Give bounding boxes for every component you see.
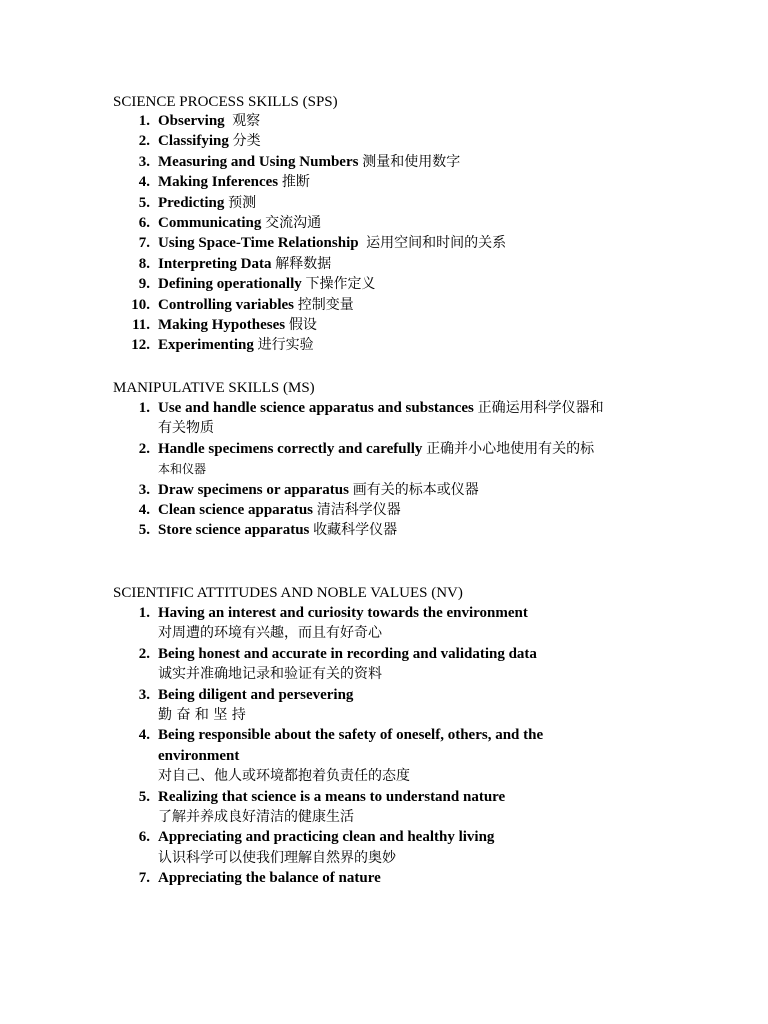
item-text: Having an interest and curiosity towards the environment (158, 605, 528, 621)
sps-heading: SCIENCE PROCESS SKILLS (SPS) (113, 94, 338, 110)
item-translation-continued: 有关物质 (158, 420, 214, 437)
list-item (0, 152, 768, 172)
item-number: 2. (138, 440, 150, 457)
item-translation: 观察 (232, 113, 261, 129)
list-item (0, 254, 768, 274)
item-translation: 正确运用科学仪器和 (477, 400, 604, 416)
item-text: Appreciating the balance of nature (158, 870, 381, 887)
item-number: 5. (138, 194, 150, 211)
item-text: Store science apparatus (158, 522, 310, 539)
item-number: 4. (138, 502, 150, 519)
item-number: 3. (138, 481, 150, 498)
list-item (0, 725, 768, 786)
item-number: 6. (138, 215, 150, 232)
item-text-continued: environment (158, 747, 240, 764)
list-item (0, 111, 768, 131)
item-number: 2. (138, 645, 150, 662)
list-item (0, 398, 768, 439)
ms-heading: MANIPULATIVE SKILLS (MS) (113, 380, 315, 396)
item-number: 5. (138, 788, 150, 805)
item-number: 10. (131, 296, 150, 313)
item-text: Clean science apparatus (158, 502, 313, 519)
list-item (0, 500, 768, 520)
item-number: 7. (138, 235, 150, 252)
item-translation: 对周遭的环境有兴趣，而且有好奇心 (158, 625, 382, 642)
item-text: Appreciating and practicing clean and healthy living (158, 829, 495, 846)
item-translation: 诚实并准确地记录和验证有关的资料 (158, 666, 382, 683)
item-translation: 画有关的标本或仪器 (352, 481, 479, 498)
item-translation: 清洁科学仪器 (316, 502, 401, 519)
item-translation: 运用空间和时间的关系 (366, 235, 507, 252)
item-translation: 分类 (232, 133, 261, 150)
list-item (0, 295, 768, 315)
list-item (0, 868, 768, 888)
item-translation: 推断 (281, 174, 310, 191)
item-text: Handle specimens correctly and carefully (158, 440, 423, 457)
item-translation: 解释数据 (275, 255, 332, 272)
item-text: Communicating (158, 215, 262, 232)
nv-list (0, 603, 768, 889)
item-text: Being honest and accurate in recording and validating data (158, 645, 537, 662)
item-text: Being diligent and persevering (158, 686, 354, 703)
item-text: Controlling variables (158, 296, 294, 313)
item-translation: 下操作定义 (305, 276, 376, 293)
item-number: 11. (132, 317, 150, 334)
item-text: Making Hypotheses (158, 317, 286, 334)
item-text: Being responsible about the safety of oneself, others, and the (158, 727, 544, 744)
list-item (0, 644, 768, 685)
list-item (0, 480, 768, 500)
list-item (0, 603, 768, 644)
item-translation: 正确并小心地使用有关的标 (426, 440, 595, 457)
item-number: 9. (138, 276, 150, 293)
item-number: 4. (138, 174, 150, 191)
item-translation: 进行实验 (257, 337, 314, 354)
item-number: 8. (138, 255, 150, 272)
item-text: Observing (158, 113, 225, 129)
item-text: Making Inferences (158, 174, 279, 191)
item-number: 5. (138, 522, 150, 539)
item-translation: 勤 奋 和 坚 持 (158, 707, 246, 724)
item-number: 3. (138, 153, 150, 170)
list-item (0, 827, 768, 868)
item-translation: 收藏科学仪器 (313, 522, 398, 539)
item-translation: 认识科学可以使我们理解自然界的奥妙 (158, 849, 396, 866)
item-number: 4. (138, 727, 150, 744)
item-translation-continued: 本和仪器 (158, 462, 207, 477)
item-translation: 测量和使用数字 (362, 153, 461, 170)
item-translation: 假设 (288, 317, 317, 334)
item-text: Interpreting Data (158, 255, 272, 272)
item-translation: 预测 (228, 194, 257, 211)
item-text: Classifying (158, 133, 229, 150)
item-text: Realizing that science is a means to understand nature (158, 788, 506, 805)
list-item (0, 335, 768, 355)
list-item (0, 233, 768, 253)
list-item (0, 315, 768, 335)
item-number: 7. (138, 870, 150, 887)
item-number: 12. (131, 337, 150, 354)
sps-list (0, 111, 768, 356)
list-item (0, 520, 768, 540)
item-text: Predicting (158, 194, 225, 211)
item-translation: 交流沟通 (265, 215, 322, 232)
item-translation: 对自己、他人或环境都抱着负责任的态度 (158, 768, 410, 785)
item-translation: 控制变量 (297, 296, 354, 313)
item-text: Experimenting (158, 337, 254, 354)
item-translation: 了解并养成良好清洁的健康生活 (158, 809, 354, 826)
nv-heading: SCIENTIFIC ATTITUDES AND NOBLE VALUES (NV) (113, 585, 463, 601)
list-item (0, 172, 768, 192)
item-number: 2. (138, 133, 150, 150)
list-item (0, 685, 768, 726)
item-number: 6. (138, 829, 150, 846)
item-text: Defining operationally (158, 276, 302, 293)
item-text: Measuring and Using Numbers (158, 153, 359, 170)
list-item (0, 787, 768, 828)
ms-list (0, 398, 768, 541)
item-number: 1. (138, 400, 150, 416)
item-number: 3. (138, 686, 150, 703)
item-text: Use and handle science apparatus and substances (158, 400, 474, 416)
list-item (0, 439, 768, 480)
item-text: Using Space-Time Relationship (158, 235, 359, 252)
item-number: 1. (138, 113, 150, 129)
list-item (0, 131, 768, 151)
list-item (0, 274, 768, 294)
item-number: 1. (138, 605, 150, 621)
list-item (0, 213, 768, 233)
item-text: Draw specimens or apparatus (158, 481, 349, 498)
list-item (0, 193, 768, 213)
